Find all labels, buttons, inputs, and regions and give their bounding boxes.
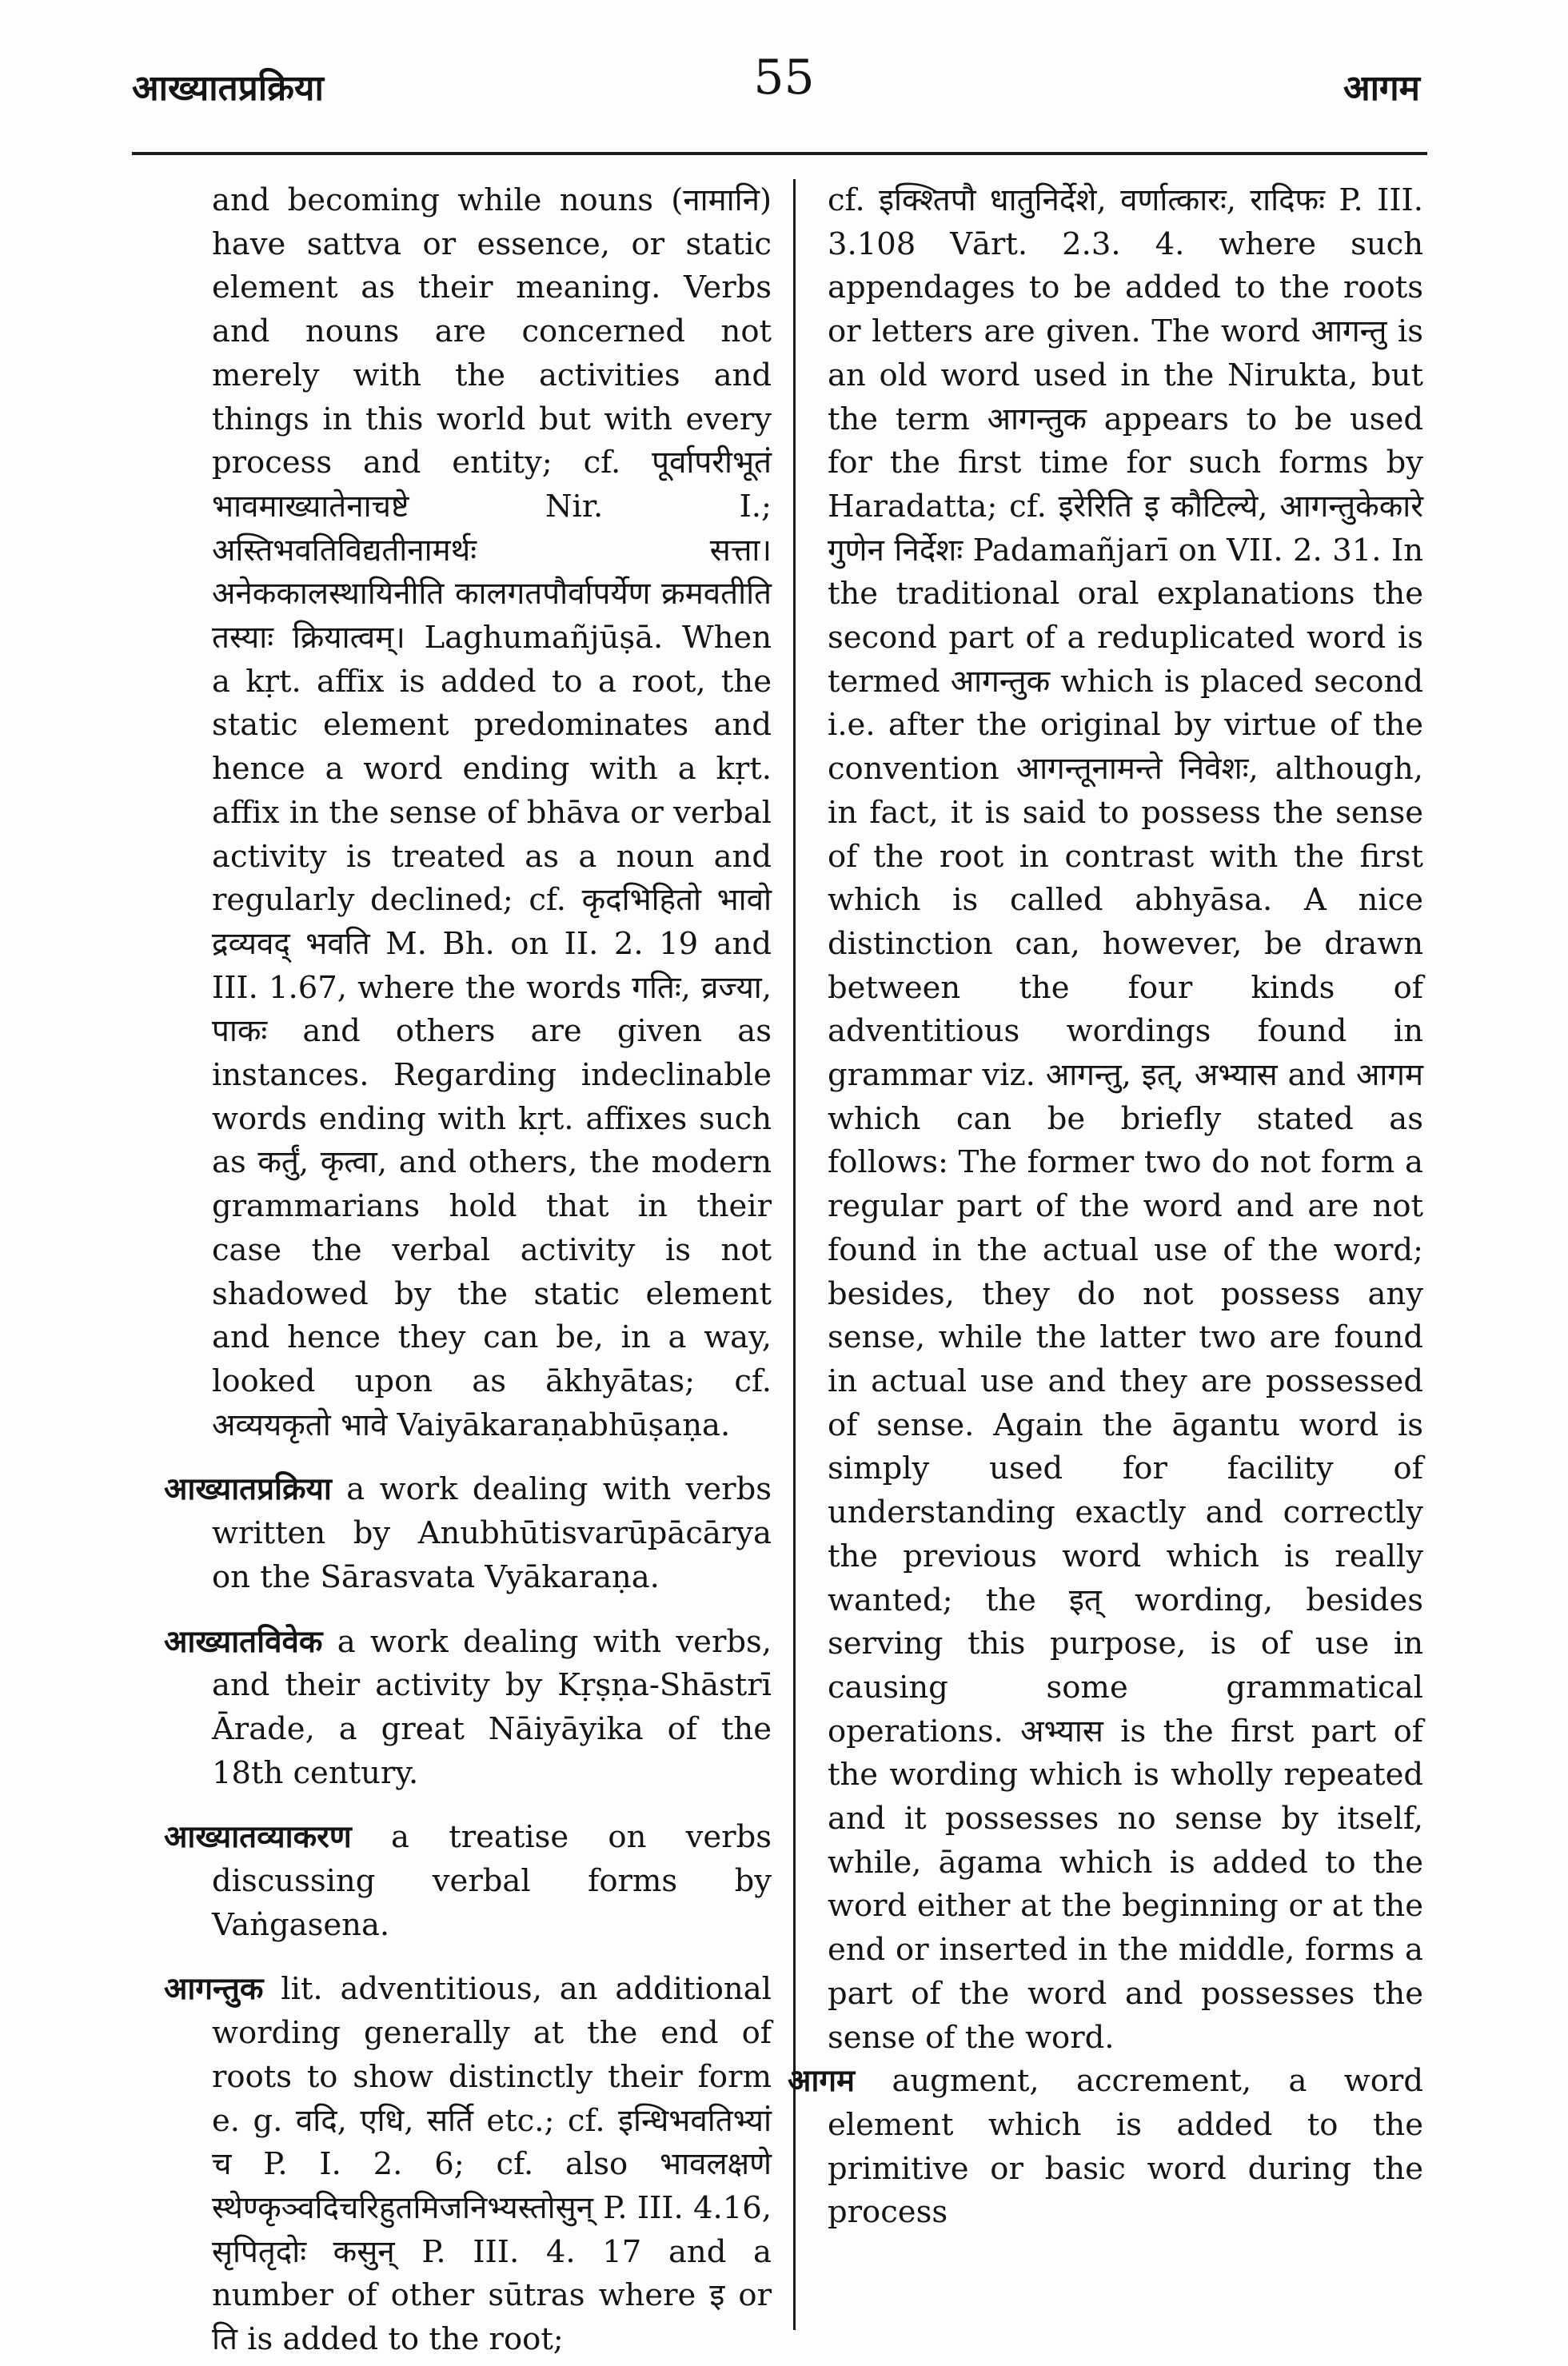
continuation-paragraph: and becoming while nouns (नामानि) have sattva or essence, or static element as their meaning. Verbs and nouns are concerned not merely with the activities and things in this world but with every process and entity; cf. पूर्वापरीभूतं भावमाख्यातेनाचष्टे Nir. I.; अस्तिभवतिविद्यतीनामर्थः सत्ता। अनेककालस्थायिनीति कालगतपौर्वापर्येण क्रमवतीति तस्याः क्रियात्वम्। Laghumañjūṣā. When a kṛt. affix is added to a root, the static element predominates and hence a word ending with a kṛt. affix in the sense of bhāva or verbal activity is treated as a noun and regularly declined; cf. कृदभिहितो भावो द्रव्यवद् भवति M. Bh. on II. 2. 19 and III. 1.67, where the words गतिः, व्रज्या, पाकः and others are given as instances. Regarding indeclinable words ending with kṛt. affixes such as कर्तुं, कृत्वा, and others, the modern grammarians hold that in their case the verbal activity is not shadowed by the static element and hence they can be, in a way, looked upon as ākhyātas; cf. अव्ययकृतो भावे Vaiyākaraṇabhūṣaṇa.	[212, 182, 772, 1443]
right-column	[788, 179, 1423, 2235]
entry-definition: augment, accrement, a word element which is added to the primitive or basic word during the process	[828, 2063, 1423, 2231]
entry-headword: आगन्तुक	[164, 1971, 264, 2008]
header-rule	[132, 152, 1427, 155]
dictionary-entry	[164, 1968, 772, 2361]
entry-headword: आख्यातविवेक	[164, 1623, 323, 1660]
entry-definition: a work dealing with verbs, and their activity by Kṛṣṇa-Shāstrī Ārade, a great Nāiyāyika of the 18th century.	[212, 1623, 772, 1791]
dictionary-entry	[788, 2060, 1423, 2235]
left-column	[164, 179, 772, 2362]
page-header	[0, 0, 1568, 152]
dictionary-entry	[164, 1816, 772, 1947]
entry-definition: a work dealing with verbs written by Anubhūtisvarūpācārya on the Sārasvata Vyākaraṇa.	[212, 1471, 772, 1595]
entry-definition: lit. adventitious, an additional wording generally at the end of roots to show distinctly their form e. g. वदि, एधि, सर्ति etc.; cf. इन्धिभवतिभ्यां च P. I. 2. 6; cf. also भावलक्षणे स्थेण्कृञ्वदिचरिहुतमिजनिभ्यस्तोसुन् P. III. 4.16, सृपितृदोः कसुन् P. III. 4. 17 and a number of other sūtras where इ or ति is added to the root;	[212, 1971, 772, 2358]
continuation-paragraph: cf. इक्श्तिपौ धातुनिर्देशे, वर्णात्कारः, रादिफः P. III. 3.108 Vārt. 2.3. 4. where such appendages to be added to the roots or letters are given. The word आगन्तु is an old word used in the Nirukta, but the term आगन्तुक appears to be used for the first time for such forms by Haradatta; cf. इरेरिति इ कौटिल्ये, आगन्तुकेकारे गुणेन निर्देशः Padamañjarī on VII. 2. 31. In the traditional oral explanations the second part of a reduplicated word is termed आगन्तुक which is placed second i.e. after the original by virtue of the convention आगन्तूनामन्ते निवेशः, although, in fact, it is said to possess the sense of the root in contrast with the first which is called abhyāsa. A nice distinction can, however, be drawn between the four kinds of adventitious wordings found in grammar viz. आगन्तु, इत्, अभ्यास and आगम which can be briefly stated as follows: The former two do not form a regular part of the word and are not found in the actual use of the word; besides, they do not possess any sense, while the latter two are found in actual use and they are possessed of sense. Again the āgantu word is simply used for facility of understanding exactly and correctly the previous word which is really wanted; the इत् wording, besides serving this purpose, is of use in causing some grammatical operations. अभ्यास is the first part of the wording which is wholly repeated and it possesses no sense by itself, while, āgama which is added to the word either at the beginning or at the end or inserted in the middle, forms a part of the word and possesses the sense of the word.	[828, 182, 1423, 2056]
entry-headword: आगम	[788, 2063, 856, 2100]
entry-definition: a treatise on verbs discussing verbal forms by Vaṅgasena.	[212, 1819, 772, 1943]
column-divider	[793, 179, 796, 2330]
running-head-right: आगम	[1343, 68, 1420, 109]
running-head-left: आख्यातप्रक्रिया	[132, 68, 324, 109]
dictionary-entry	[164, 1621, 772, 1796]
dictionary-entry	[164, 1468, 772, 1599]
page-number: 55	[753, 50, 815, 106]
entry-headword: आख्यातप्रक्रिया	[164, 1471, 332, 1508]
entry-headword: आख्यातव्याकरण	[164, 1819, 352, 1856]
